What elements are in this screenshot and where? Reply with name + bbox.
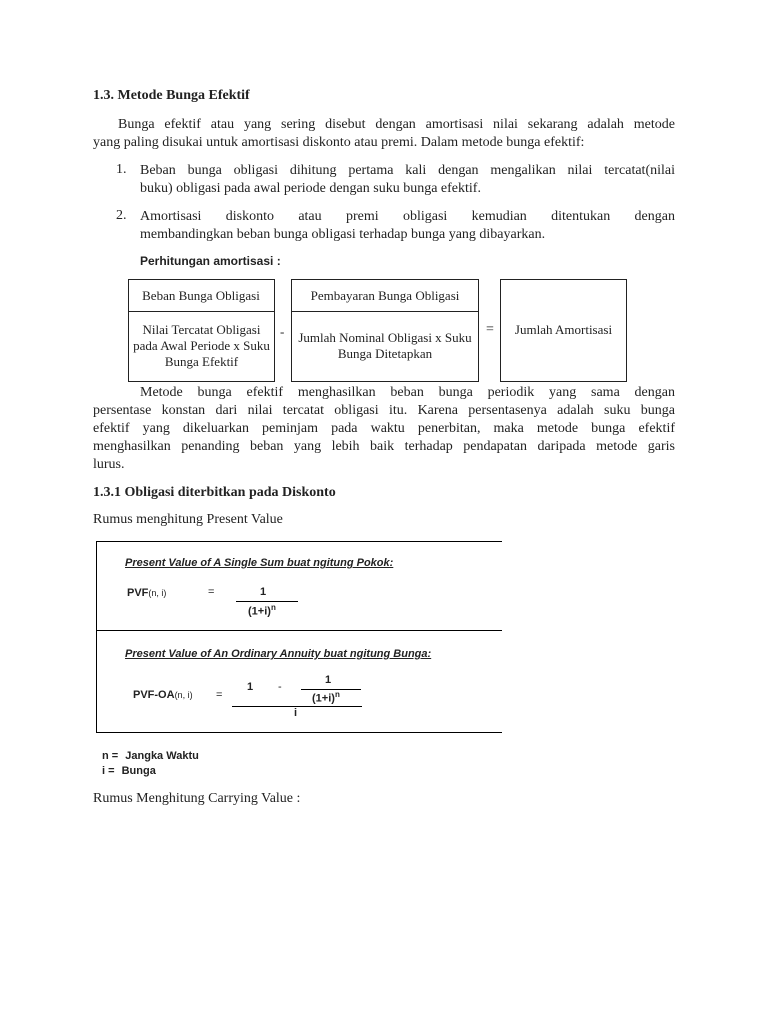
formula-minus-sign: - bbox=[280, 324, 285, 339]
pvf-denominator-exponent: n bbox=[270, 603, 276, 612]
pv-label: Rumus menghitung Present Value bbox=[93, 512, 283, 527]
legend-i-key: i = bbox=[102, 765, 115, 777]
pvf-denominator-base: (1+i) bbox=[248, 605, 271, 618]
list-item-2-line-1: Amortisasi diskonto atau premi obligasi kemudian ditentukan dengan bbox=[140, 209, 675, 224]
pvfoa-inner-numerator: 1 bbox=[325, 674, 332, 686]
pvf-fraction-bar bbox=[236, 601, 298, 602]
pv-figure-bottom-border bbox=[96, 732, 502, 733]
list-number-1: 1. bbox=[116, 162, 127, 177]
pvfoa-equals: = bbox=[216, 689, 223, 701]
formula-left-bottom: Nilai Tercatat Obligasi pada Awal Periode x Suku Bunga Efektif bbox=[133, 322, 270, 369]
pvfoa-inner-den-base: (1+i) bbox=[312, 692, 335, 705]
pvfoa-label-text: PVF-OA bbox=[133, 689, 175, 701]
pvf-denominator bbox=[248, 603, 276, 618]
pv-single-sum-title: Present Value of A Single Sum buat ngitung Pokok: bbox=[125, 557, 394, 569]
list-item-2-line-2: membandingkan beban bunga obligasi terhadap bunga yang dibayarkan. bbox=[140, 227, 546, 242]
para2-line-1: Metode bunga efektif menghasilkan beban bunga periodik yang sama dengan bbox=[140, 385, 675, 400]
pv-annuity-title: Present Value of An Ordinary Annuity buat ngitung Bunga: bbox=[125, 648, 432, 660]
pvfoa-outer-denominator: i bbox=[294, 707, 298, 719]
effective-method-paragraph bbox=[93, 384, 675, 474]
pvf-numerator: 1 bbox=[260, 586, 267, 598]
para2-line-2: persentase konstan dari nilai tercatat obligasi itu. Karena persentasenya adalah suku bunga bbox=[93, 403, 675, 418]
pv-figure-middle-border bbox=[96, 630, 502, 631]
formula-mid-bottom: Jumlah Nominal Obligasi x Suku Bunga Ditetapkan bbox=[298, 330, 472, 361]
intro-line-1: Bunga efektif atau yang sering disebut dengan amortisasi nilai sekarang adalah metode bbox=[118, 117, 675, 132]
para2-line-5: lurus. bbox=[93, 457, 125, 472]
list-number-2: 2. bbox=[116, 208, 127, 223]
formula-equals-sign: = bbox=[486, 322, 494, 337]
section-heading: 1.3. Metode Bunga Efektif bbox=[93, 88, 250, 103]
pvf-label-text: PVF bbox=[127, 587, 149, 599]
pvfoa-label bbox=[133, 689, 193, 701]
legend-i-value: Bunga bbox=[121, 765, 156, 777]
list-item-2 bbox=[140, 208, 675, 244]
pv-figure-top-border bbox=[96, 541, 502, 542]
intro-paragraph bbox=[93, 116, 675, 152]
pv-figure bbox=[96, 541, 502, 733]
pv-figure-left-border bbox=[96, 541, 97, 733]
pvfoa-minus: - bbox=[278, 681, 282, 693]
calc-label: Perhitungan amortisasi : bbox=[140, 254, 281, 268]
pvf-label bbox=[127, 587, 166, 599]
formula-result: Jumlah Amortisasi bbox=[514, 322, 613, 337]
pvfoa-inner-den-exponent: n bbox=[334, 690, 340, 699]
cv-label: Rumus Menghitung Carrying Value : bbox=[93, 791, 301, 806]
para2-line-4: menghasilkan penanding beban yang lebih baik terhadap pendapatan daripada metode garis bbox=[93, 439, 675, 454]
list-item-1-line-2: buku) obligasi pada awal periode dengan suku bunga efektif. bbox=[140, 181, 481, 196]
para2-line-3: efektif yang dikeluarkan peminjam pada waktu penerbitan, maka metode bunga efektif bbox=[93, 421, 675, 436]
legend-i bbox=[102, 765, 156, 777]
formula-mid-top: Pembayaran Bunga Obligasi bbox=[310, 287, 460, 303]
legend-n-key: n = bbox=[102, 750, 119, 762]
pvf-subscript: (n, i) bbox=[148, 588, 167, 598]
pvf-equals: = bbox=[208, 586, 215, 598]
pvfoa-inner-denominator bbox=[312, 690, 340, 705]
list-item-1 bbox=[140, 162, 675, 198]
list-item-1-line-1: Beban bunga obligasi dihitung pertama kali dengan mengalikan nilai tercatat(nilai bbox=[140, 163, 675, 178]
formula-left-top: Beban Bunga Obligasi bbox=[142, 287, 260, 303]
pvfoa-one: 1 bbox=[247, 681, 254, 693]
intro-line-2: yang paling disukai untuk amortisasi diskonto atau premi. Dalam metode bunga efektif: bbox=[93, 135, 585, 150]
legend-n-value: Jangka Waktu bbox=[125, 750, 199, 762]
subsection-heading: 1.3.1 Obligasi diterbitkan pada Diskonto bbox=[93, 485, 336, 500]
pvfoa-subscript: (n, i) bbox=[174, 690, 193, 700]
legend-n bbox=[102, 750, 199, 762]
